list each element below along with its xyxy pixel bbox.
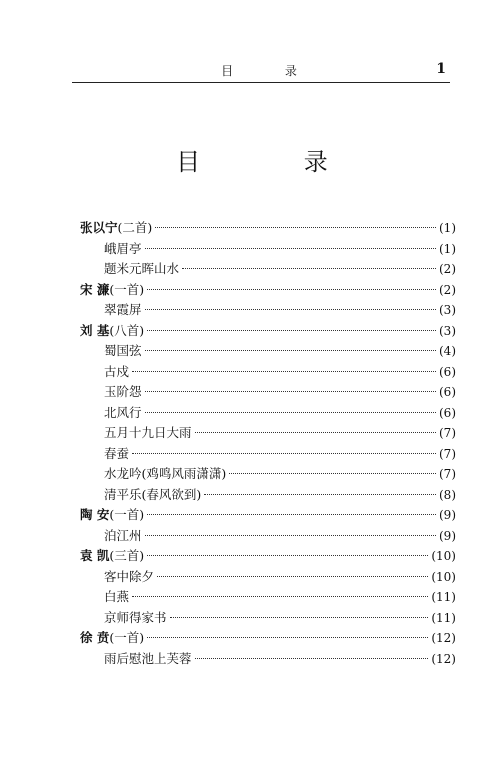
poem-title: 蜀国弦 — [104, 343, 142, 358]
toc-page-number: (4) — [439, 344, 456, 358]
toc-author-entry[interactable] — [80, 546, 456, 567]
toc-page-number: (1) — [439, 241, 456, 256]
header-rule — [72, 82, 450, 83]
dot-leader — [147, 513, 436, 515]
toc-author-entry[interactable] — [80, 321, 456, 342]
toc-page-number: (10) — [431, 569, 456, 584]
toc-title: 目 录 — [176, 148, 376, 176]
toc-poem-entry[interactable] — [80, 444, 456, 465]
toc-page-number: (6) — [439, 364, 456, 379]
toc-entry-label — [80, 505, 144, 526]
author-name: 张以宁 — [80, 220, 118, 235]
dot-leader — [147, 288, 436, 290]
toc-page-number: (6) — [439, 405, 456, 420]
dot-leader — [182, 267, 436, 269]
toc-page-number: (9) — [439, 508, 456, 522]
dot-leader — [145, 247, 436, 249]
dot-leader — [132, 370, 436, 372]
toc-page-number: (12) — [431, 651, 456, 666]
toc-list — [80, 218, 456, 669]
poem-title: 水龙吟(鸡鸣风雨潇潇) — [104, 466, 227, 481]
toc-page-number: (7) — [439, 426, 456, 440]
poem-title: 客中除夕 — [104, 568, 155, 584]
toc-entry-label — [80, 280, 144, 301]
dot-leader — [145, 308, 436, 310]
toc-author-entry[interactable] — [80, 505, 456, 526]
poem-title: 五月十九日大雨 — [104, 425, 192, 440]
dot-leader — [145, 411, 436, 413]
toc-poem-entry[interactable] — [80, 341, 456, 362]
toc-poem-entry[interactable] — [80, 526, 456, 547]
toc-poem-entry[interactable] — [80, 259, 456, 280]
toc-page-number: (8) — [439, 487, 456, 502]
toc-author-entry[interactable] — [80, 280, 456, 301]
toc-author-entry[interactable] — [80, 628, 456, 649]
toc-page-number: (12) — [431, 631, 456, 645]
page-number: 1 — [436, 61, 446, 77]
dot-leader — [155, 226, 436, 228]
poem-count: (八首) — [109, 322, 145, 338]
poem-title: 题米元晖山水 — [104, 261, 180, 276]
toc-poem-entry[interactable] — [80, 649, 456, 670]
poem-title: 古戍 — [104, 363, 130, 379]
author-name: 陶 安 — [80, 507, 110, 522]
poem-title: 玉阶怨 — [104, 384, 142, 399]
dot-leader — [145, 349, 436, 351]
toc-entry-label — [80, 546, 144, 567]
toc-poem-entry[interactable] — [80, 608, 456, 629]
toc-entry-label — [80, 628, 144, 649]
dot-leader — [147, 329, 436, 331]
author-name: 徐 贲 — [80, 630, 110, 645]
dot-leader — [157, 575, 428, 577]
dot-leader — [195, 431, 436, 433]
poem-title: 峨眉亭 — [104, 240, 142, 256]
toc-page-number: (11) — [431, 610, 456, 625]
poem-title: 京师得家书 — [104, 609, 167, 625]
poem-count: (三首) — [109, 548, 145, 563]
toc-poem-entry[interactable] — [80, 567, 456, 588]
running-title: 目 录 — [221, 64, 321, 78]
toc-poem-entry[interactable] — [80, 587, 456, 608]
poem-count: (一首) — [109, 281, 145, 297]
dot-leader — [204, 493, 436, 495]
poem-title: 春蚕 — [104, 445, 130, 461]
toc-page-number: (11) — [431, 590, 456, 604]
author-name: 刘 基 — [80, 322, 110, 338]
toc-poem-entry[interactable] — [80, 300, 456, 321]
dot-leader — [147, 554, 428, 556]
author-name: 宋 濂 — [80, 281, 110, 297]
poem-title: 雨后慰池上芙蓉 — [104, 650, 192, 666]
toc-page-number: (10) — [431, 549, 456, 563]
toc-page-number: (7) — [439, 446, 456, 461]
dot-leader — [229, 472, 436, 474]
toc-entry-label — [80, 321, 144, 342]
toc-author-entry[interactable] — [80, 218, 456, 239]
poem-title: 清平乐(春风欲到) — [104, 486, 202, 502]
toc-poem-entry[interactable] — [80, 423, 456, 444]
toc-page-number: (1) — [439, 221, 456, 235]
toc-page-number: (3) — [439, 323, 456, 338]
poem-count: (一首) — [109, 630, 145, 645]
toc-page-number: (6) — [439, 385, 456, 399]
toc-page-number: (2) — [439, 282, 456, 297]
poem-count: (二首) — [117, 220, 153, 235]
running-header — [72, 62, 446, 78]
dot-leader — [132, 452, 436, 454]
toc-poem-entry[interactable] — [80, 464, 456, 485]
dot-leader — [145, 390, 436, 392]
dot-leader — [145, 534, 436, 536]
author-name: 袁 凯 — [80, 548, 110, 563]
poem-title: 泊江州 — [104, 527, 142, 543]
toc-page-number: (2) — [439, 262, 456, 276]
dot-leader — [132, 595, 428, 597]
toc-poem-entry[interactable] — [80, 382, 456, 403]
poem-title: 北风行 — [104, 404, 142, 420]
toc-poem-entry[interactable] — [80, 485, 456, 506]
poem-title: 白燕 — [104, 589, 130, 604]
toc-poem-entry[interactable] — [80, 239, 456, 260]
toc-page-number: (9) — [439, 528, 456, 543]
toc-poem-entry[interactable] — [80, 362, 456, 383]
poem-count: (一首) — [109, 507, 145, 522]
dot-leader — [147, 636, 428, 638]
toc-page-number: (7) — [439, 467, 456, 481]
toc-poem-entry[interactable] — [80, 403, 456, 424]
toc-page-number: (3) — [439, 303, 456, 317]
toc-entry-label — [80, 218, 152, 239]
dot-leader — [195, 657, 429, 659]
dot-leader — [170, 616, 429, 618]
poem-title: 翠霞屏 — [104, 302, 142, 317]
